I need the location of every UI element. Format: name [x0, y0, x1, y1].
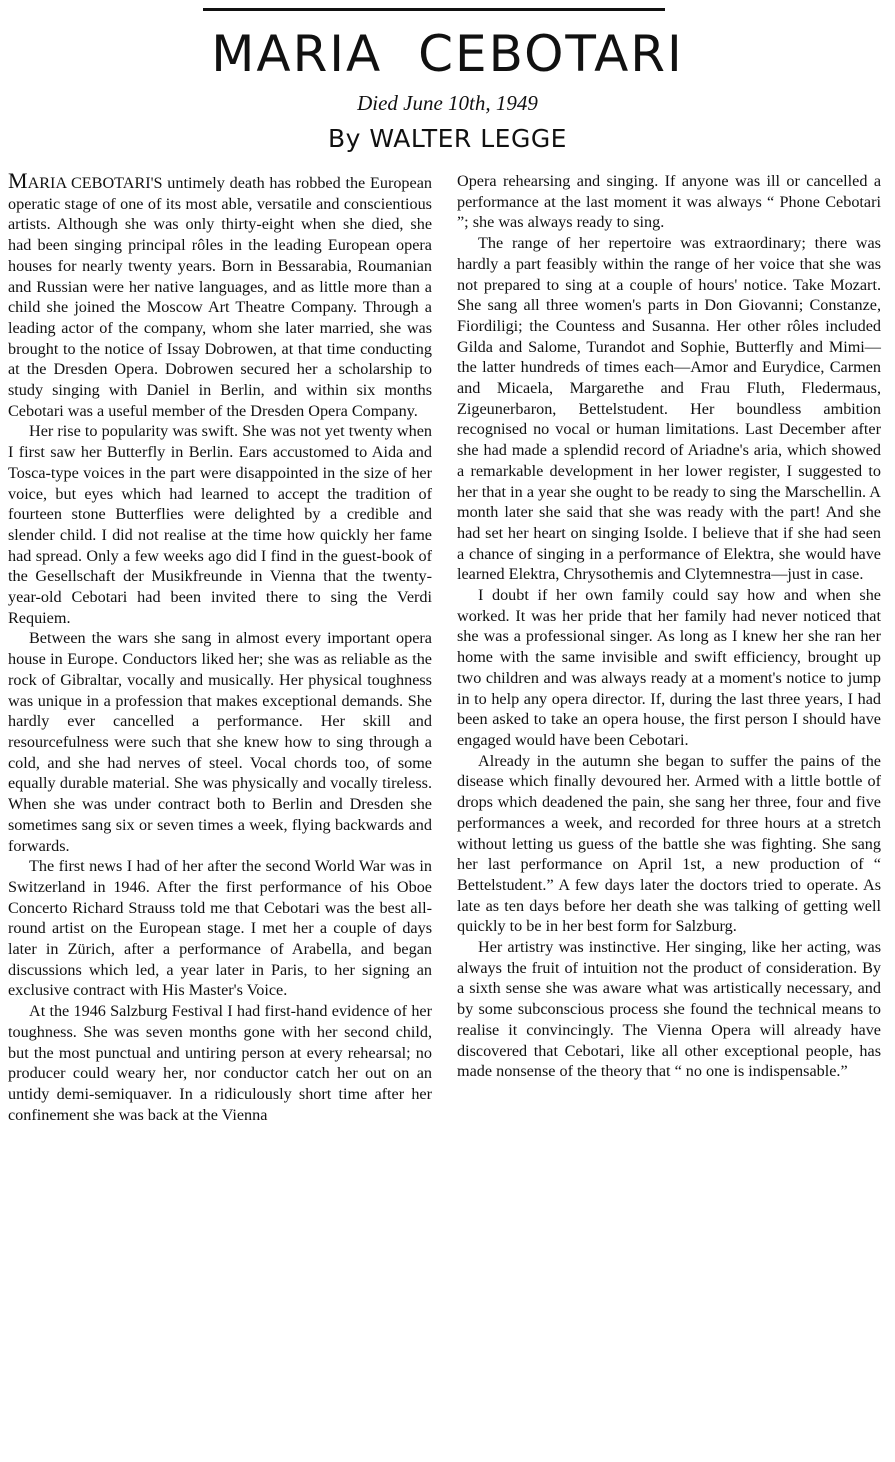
article-dateline: Died June 10th, 1949 [357, 91, 538, 115]
paragraph: I doubt if her own family could say how and when she worked. It was her pride that her family had never noticed that she was a professional singer. As long as I knew her she ran her home with the same invisible and swift efficiency, brought up two children and was always ready at a moment's notice to jump in to help any opera director. If, during the last three years, I had been asked to take an opera house, the first person I should have engaged would have been Cebotari. [457, 586, 881, 749]
paragraph: Already in the autumn she began to suffer the pains of the disease which finally devoured her. Armed with a little bottle of drops which deadened the pain, she sang her three, four and five performances a week, and recorded for three hours at a stretch without letting us guess of the battle she was fighting. She sang her last performance on April 1st, a new production of “ Bettelstudent.” A few days later the doctors tried to operate. As late as ten days before her death she was talking of getting well quickly to be in her best form for Salzburg. [457, 751, 881, 936]
top-rule [203, 8, 665, 11]
paragraph: The first news I had of her after the second World War was in Switzerland in 1946. After the first performance of his Oboe Concerto Richard Strauss told me that Cebotari was the best all-round artist on the European stage. I met her a couple of days later in Zürich, after a performance of Arabella, and began discussions which led, a year later in Paris, to her signing an exclusive contract with His Master's Voice. [8, 857, 432, 1000]
right-column [457, 171, 881, 1082]
paragraph: Between the wars she sang in almost every important opera house in Europe. Conductors liked her; she was as reliable as the rock of Gibraltar, vocally and musically. Her physical toughness was unique in a profession that makes exceptional demands. She hardly ever cancelled a performance. Her skill and resourcefulness were such that she knew how to sing through a cold, and she had nerves of steel. Vocal chords too, of some equally durable material. She was physically and vocally tireless. When she was under contract both to Berlin and Dresden she sometimes sang six or seven times a week, flying backwards and forwards. [8, 629, 432, 855]
paragraph: Her rise to popularity was swift. She was not yet twenty when I first saw her Butterfly in Berlin. Ears accustomed to Aida and Tosca-type voices in the part were disappointed in the size of her voice, but eyes which had learned to accept the tradition of fourteen stone Butterflies were delighted by a credible and slender child. I did not realise at the time how quickly her fame had spread. Only a few weeks ago did I find in the guest-book of the Gesellschaft der Musikfreunde in Vienna that the twenty-year-old Cebotari had been invited there to sing the Verdi Requiem. [8, 422, 432, 627]
paragraph: The range of her repertoire was extraordinary; there was hardly a part feasibly within the range of her voice that she was not prepared to sing at a couple of hours' notice. Take Mozart. She sang all three women's parts in Don Giovanni; Constanze, Fiordiligi; the Countess and Susanna. Her other rôles included Gilda and Salome, Turandot and Sophie, Butterfly and Mimi—the latter hundreds of times each—Amor and Eurydice, Carmen and Micaela, Margarethe and Frau Fluth, Fledermaus, Zigeunerbaron, Bettelstudent. Her boundless ambition recognised no vocal or human limitations. Last December after she had made a splendid record of Ariadne's aria, which showed a remarkable development in her lower register, I suggested to her that in a year she ought to be ready to sing the Marschellin. A month later she said that she was ready with the part! And she had set her heart on singing Isolde. I believe that if she had seen a chance of singing in a performance of Elektra, she would have learned Elektra, Chrysothemis and Clytemnestra—just in case. [457, 234, 881, 584]
paragraph: Opera rehearsing and singing. If anyone was ill or cancelled a performance at the last moment it was always “ Phone Cebotari ”; she was always ready to sing. [457, 172, 881, 232]
article-title: MARIA CEBOTARI [211, 25, 684, 83]
left-column [8, 168, 432, 1125]
paragraph [8, 168, 432, 421]
paragraph-text: ARIA CEBOTARI'S untimely death has robbed the European operatic stage of one of its most able, versatile and conscientious artists. Although she was only thirty-eight when she died, she had been singing principal rôles in the leading European opera houses for nearly twenty years. Born in Bessarabia, Roumanian and Russian were her native languages, and as little more than a child she joined the Moscow Art Theatre Company. Through a leading actor of the company, whom she later married, she was brought to the notice of Issay Dobrowen, at that time conducting at the Dresden Opera. Dobrowen secured her a scholarship to study singing with Daniel in Berlin, and within six months Cebotari was a useful member of the Dresden Opera Company. [8, 174, 432, 420]
article-byline: By WALTER LEGGE [328, 124, 567, 153]
drop-cap: M [8, 168, 28, 193]
paragraph: At the 1946 Salzburg Festival I had first-hand evidence of her toughness. She was seven months gone with her second child, but the most punctual and untiring person at every rehearsal; no producer could weary her, nor conductor catch her out on an untidy demi-semiquaver. In a ridiculously short time after her confinement she was back at the Vienna [8, 1002, 432, 1124]
paragraph: Her artistry was instinctive. Her singing, like her acting, was always the fruit of intuition not the product of consideration. By a sixth sense she was aware what was artistically necessary, and by some subconscious process she found the technical means to realise it convincingly. The Vienna Opera will already have discovered that Cebotari, like all other exceptional people, has made nonsense of the theory that “ no one is indispensable.” [457, 938, 881, 1081]
